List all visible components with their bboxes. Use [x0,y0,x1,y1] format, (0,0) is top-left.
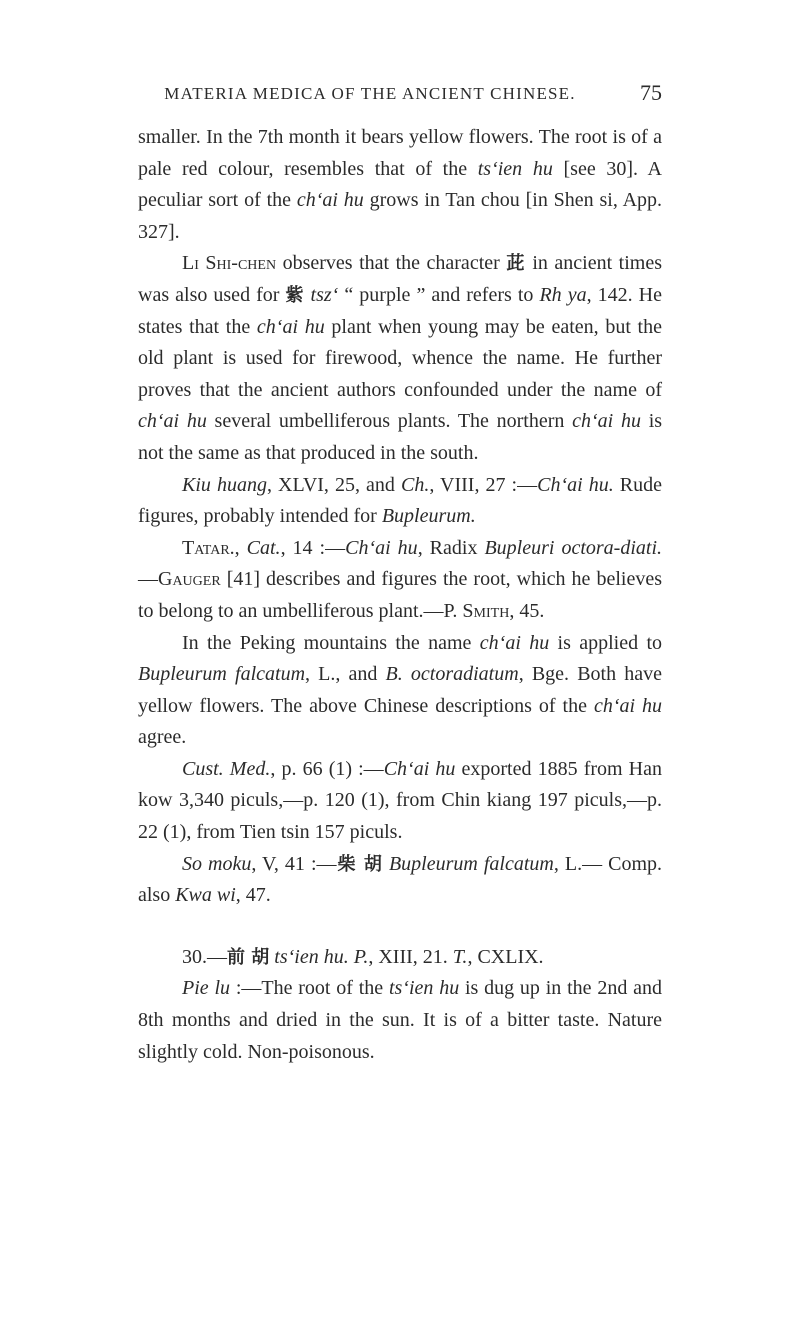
text-run: is dug up in the 2nd and 8th months and dried in the sun. It is of a bitter taste. Nature slightly cold. Non-poisonous. [138,977,662,1063]
italic-term: ts‘ien hu [477,157,553,180]
body-text [138,122,662,1068]
author-name: Tatar. [182,536,235,559]
paragraph-6 [138,754,662,849]
paragraph-3 [138,470,662,533]
text-run: , p. 66 (1) :— [270,757,384,780]
author-name: Li Shi-chen [182,252,277,275]
paragraph-8 [138,973,662,1068]
italic-term: P. [348,945,369,968]
italic-term: Kwa wi [175,884,236,907]
entry-number: 30.— [182,945,227,968]
italic-term: Pie lu [182,977,231,1000]
text-run: , VIII, 27 :— [429,473,538,496]
text-run: , Bge. Both have yellow flowers. The above Chinese descriptions of the [138,663,662,717]
text-run: , CXLIX. [467,945,544,968]
chinese-character: 茈 [506,253,526,275]
text-run: , 45. [509,599,545,622]
text-run: grows in Tan chou [in Shen si, App. 327]. [138,189,663,243]
text-run: several umbelliferous plants. The northern [206,410,573,433]
text-run: Rude figures, probably intended for [138,473,663,528]
italic-term: Bupleuri octora-diati. [484,536,663,559]
italic-term: ch‘ai hu [138,410,207,433]
text-run: is applied to [549,631,663,654]
italic-term: Bupleurum falcatum [138,663,306,686]
page-number: 75 [640,80,662,105]
text-run: smaller. In the 7th month it bears yellow flowers. The root is of a pale red colour, resembles that of the [138,126,662,180]
author-name: Gauger [158,568,221,591]
italic-term: ts‘ien hu. [274,945,349,968]
italic-term: Bupleurum. [381,505,476,528]
italic-term: T. [452,945,468,968]
text-run: , 142. He states that the [138,283,662,338]
italic-term: Kiu huang [182,473,267,496]
text-run: , L.— Comp. also [138,852,663,907]
italic-term: So moku [182,852,252,875]
entry-30-heading [138,942,662,974]
text-run: observes that the character [276,252,507,275]
italic-term: tsz‘ [304,283,339,306]
italic-term: Bupleurum falcatum [388,852,554,875]
italic-term: Ch. [400,473,430,496]
text-run: In the Peking mountains the name [182,631,480,654]
chinese-characters: 柴 胡 [336,853,383,875]
italic-term: ch‘ai hu [256,315,325,338]
italic-term: ch‘ai hu [593,694,663,717]
chinese-characters: 前 胡 [227,946,270,968]
text-run: — [138,568,158,591]
paragraph-2 [138,248,662,469]
italic-term: ts‘ien hu [388,977,460,1000]
italic-term: Cat. [246,536,281,559]
text-run: , XIII, 21. [368,945,453,968]
text-run: , Radix [417,536,485,559]
text-run: , L., and [305,663,386,686]
text-run: in ancient times was also used for [138,252,663,306]
paragraph-1 [138,122,662,248]
italic-term: Ch‘ai hu [383,757,456,780]
running-title: MATERIA MEDICA OF THE ANCIENT CHINESE. [164,84,576,103]
text-run: plant when young may be eaten, but the old plant is used for firewood, whence the name. He further proves that the ancient authors confounded under the name of [138,315,662,401]
text-run: , [234,536,247,559]
paragraph-5 [138,628,662,754]
text-run: agree. [138,726,187,749]
text-run: exported 1885 from Han kow 3,340 piculs,—p. 120 (1), from Chin kiang 197 piculs,—p. 22 (1), from Tien tsin 157 piculs. [138,757,663,844]
author-name: Smith [462,599,510,622]
paragraph-7 [138,849,662,912]
text-run: , 47. [235,884,271,907]
italic-term: Ch‘ai hu. [537,473,614,496]
italic-term: ch‘ai hu [572,410,641,433]
italic-term: ch‘ai hu [479,631,550,654]
italic-term: ch‘ai hu [296,189,364,212]
text-run: , 14 :— [280,536,346,559]
text-run: , XLVI, 25, and [266,473,401,496]
chinese-character: 紫 [285,284,305,306]
text-run: , V, 41 :— [251,852,337,875]
text-run: “ purple ” and refers to [338,283,540,306]
text-run: is not the same as that produced in the south. [138,410,663,464]
italic-term: B. octoradiatum [385,663,519,686]
italic-term: Ch‘ai hu [345,536,418,559]
italic-term: Rh ya [539,283,587,306]
italic-term: Cust. Med. [182,757,271,780]
paragraph-4 [138,533,662,628]
running-head [138,80,662,110]
text-run: :—The root of the [230,977,389,1000]
text-run: [41] describes and figures the root, which he believes to belong to an umbelliferous plant.—P. [138,568,662,622]
text-run: [see 30]. A peculiar sort of the [138,157,662,212]
